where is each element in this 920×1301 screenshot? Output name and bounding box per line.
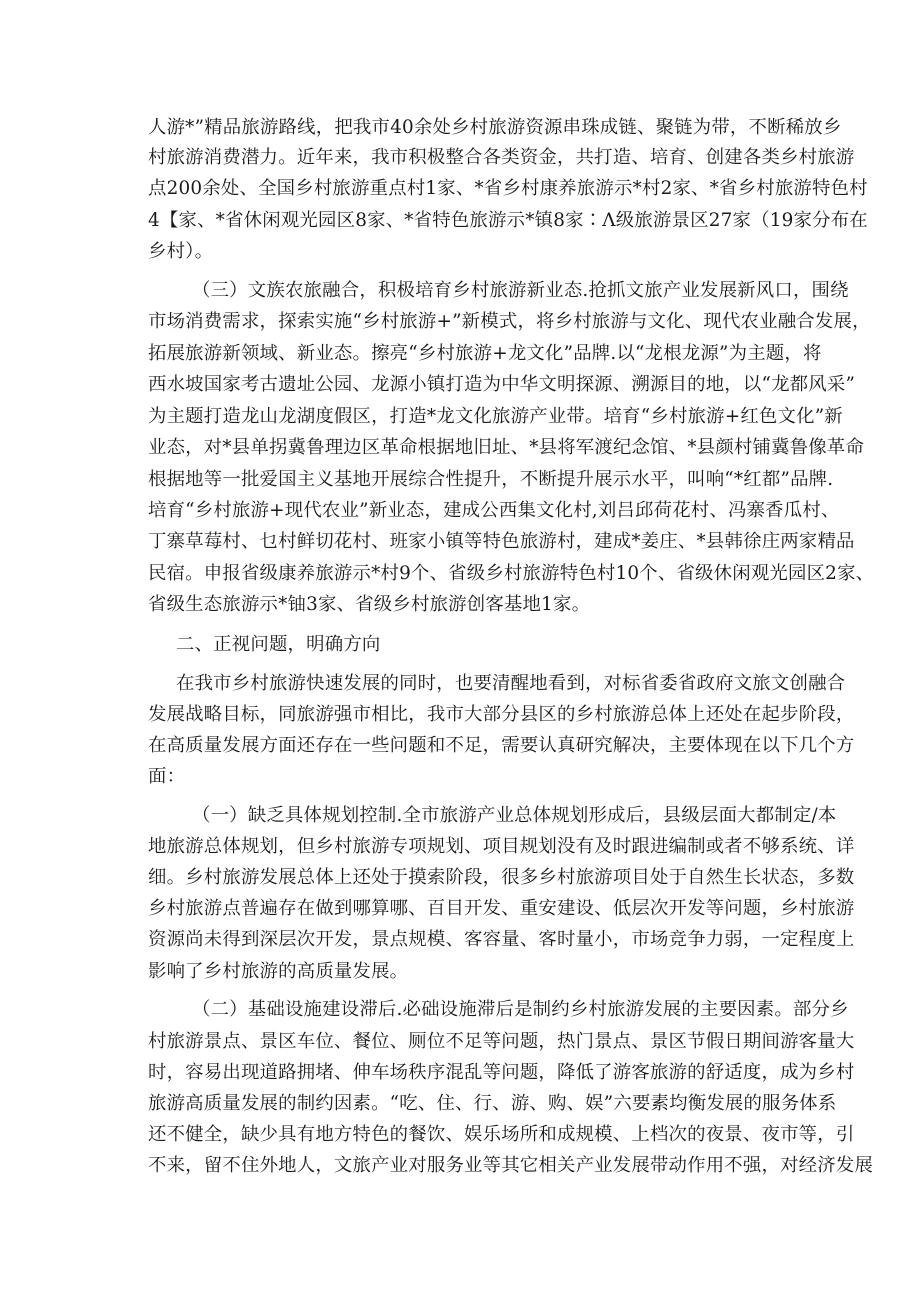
text-line: （二）基础设施建设滞后.必础设施滞后是制约乡村旅游发展的主要因素。部分乡 xyxy=(192,999,849,1020)
text-line: 在高质量发展方面还存在一些问题和不足，需要认真研究解决，主要体现在以下几个方 xyxy=(148,735,855,756)
text-line: 丁寨草莓村、乜村鲜切花村、班家小镇等特色旅游村，建成*姜庄、*县韩徐庄两家精品 xyxy=(148,531,855,552)
text-line: 民宿。申报省级康养旅游示*村9个、省级乡村旅游特色村10个、省级休闲观光园区2家、 xyxy=(148,563,875,584)
text-line: 西水坡国家考古遗址公园、龙源小镇打造为中华文明探源、溯源目的地，以“龙都风采” xyxy=(148,374,856,395)
text-line: 根据地等一批爱国主义基地开展综合性提升，不断提升展示水平，叫响“*红都”品牌. xyxy=(148,469,834,490)
text-line: 业态，对*县单拐冀鲁理边区革命根据地旧址、*县将军渡纪念馆、*县颜村铺冀鲁像革命 xyxy=(148,437,865,458)
text-line: 时，容易出现道路拥堵、伸车场秩序混乱等问题，降低了游客旅游的舒适度，成为乡村 xyxy=(148,1062,855,1083)
text-line: 影响了乡村旅游的高质量发展。 xyxy=(148,961,409,982)
text-line: 乡村）。 xyxy=(148,241,214,262)
text-line: 地旅游总体规划，但乡村旅游专项规划、项目规划没有及时跟进编制或者不够系统、详 xyxy=(148,836,855,857)
text-line: 村旅游景点、景区车位、餐位、厕位不足等问题，热门景点、景区节假日期间游客量大 xyxy=(148,1031,855,1052)
text-line: 不来，留不住外地人，文旅产业对服务业等其它相关产业发展带动作用不强，对经济发展 xyxy=(148,1155,874,1176)
text-line: 乡村旅游点普遍存在做到哪算哪、百目开发、重安建设、低层次开发等问题，乡村旅游 xyxy=(148,898,855,919)
text-line: 发展战略目标，同旅游强市相比，我市大部分县区的乡村旅游总体上还处在起步阶段， xyxy=(148,704,855,725)
text-line: 细。乡村旅游发展总体上还处于摸索阶段，很多乡村旅游项目处于自然生长状态，多数 xyxy=(148,867,855,888)
text-line: 村旅游消费潜力。近年来，我市积极整合各类资金，共打造、培育、创建各类乡村旅游 xyxy=(148,147,855,168)
text-line: 面： xyxy=(148,766,186,787)
text-line: （一）缺乏具体规划控制.全市旅游产业总体规划形成后，县级层面大都制定/本 xyxy=(192,805,837,826)
text-line: 还不健全，缺少具有地方特色的餐饮、娱乐场所和成规模、上档次的夜景、夜市等，引 xyxy=(148,1124,855,1145)
text-line: （三）文族农旅融合，积极培育乡村旅游新业态.抢抓文旅产业发展新风口，围绕 xyxy=(192,280,849,301)
text-line: 在我市乡村旅游快速发展的同时，也要清醒地看到，对标省委省政府文旅文创融合 xyxy=(176,673,846,694)
text-line: 省级生态旅游示*铀3家、省级乡村旅游创客基地1家。 xyxy=(148,594,591,615)
text-line: 拓展旅游新领域、新业态。擦亮“乡村旅游+龙文化”品牌.以“龙根龙源”为主题，将 xyxy=(148,343,822,364)
text-line: 为主题打造龙山龙湖度假区，打造*龙文化旅游产业带。培育“乡村旅游+红色文化”新 xyxy=(148,406,843,427)
text-line: 资源尚未得到深层次开发，景点规模、客容量、客时量小，市场竞争力弱，一定程度上 xyxy=(148,929,855,950)
text-line: 旅游高质量发展的制约因素。“吃、住、行、游、购、娱”六要素均衡发展的服务体系 xyxy=(148,1093,837,1114)
text-line: 点200余处、全国乡村旅游重点村1家、*省乡村康养旅游示*村2家、*省乡村旅游特色村 xyxy=(148,178,868,199)
text-line: 培育“乡村旅游+现代农业”新业态，建成公西集文化村,刘吕邱荷花村、冯寨香瓜村、 xyxy=(148,500,840,521)
text-line: 人游*”精品旅游路线，把我市40余处乡村旅游资源串珠成链、聚链为带，不断稀放乡 xyxy=(148,117,842,138)
text-line: 市场消费需求，探索实施“乡村旅游+”新模式，将乡村旅游与文化、现代农业融合发展， xyxy=(148,311,871,332)
text-line: 4【家、*省休闲观光园区8家、*省特色旅游示*镇8家∶Λ级旅游景区27家（19家分布在 xyxy=(148,210,868,231)
section-heading: 二、正视问题，明确方向 xyxy=(176,634,381,655)
